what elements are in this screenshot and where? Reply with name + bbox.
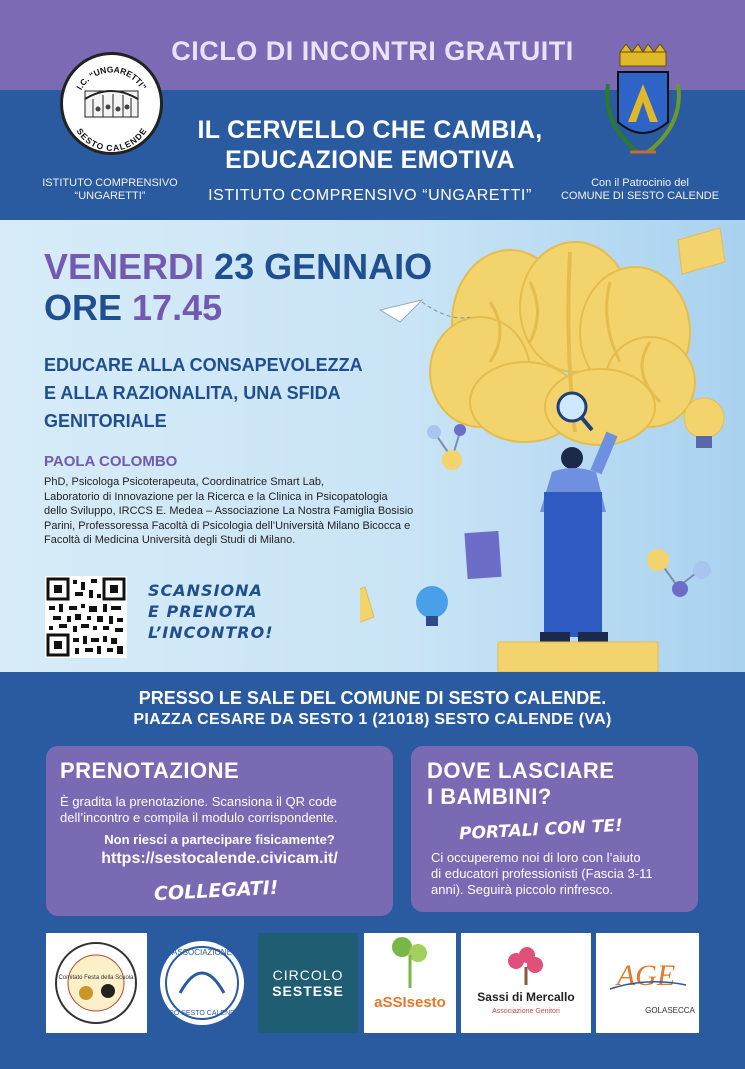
booking-text-line1: È gradita la prenotazione. Scansiona il QR code <box>60 794 337 809</box>
remote-question: Non riesci a partecipare fisicamente? <box>104 832 335 847</box>
sponsor-pro-sesto-bottom: PRO SESTO CALENDE <box>164 1010 240 1017</box>
scan-prompt <box>148 580 274 643</box>
topic-line3: GENITORIALE <box>44 411 167 431</box>
childcare-text-line3: anni). Seguirà piccolo rinfresco. <box>431 882 614 897</box>
bio-line4: Parini, Professoressa Facoltà di Psicologia dell’Università Milano Bicocca e <box>44 519 411 532</box>
streaming-link[interactable]: https://sestocalende.civicam.it/ <box>101 850 338 867</box>
booking-card <box>46 746 393 916</box>
sponsor-sassi-line1: Sassi di Mercallo <box>477 990 575 1004</box>
bio-line3: dello Sviluppo, IRCCS E. Medea – Associazione La Nostra Famiglia Bosisio <box>44 505 414 517</box>
sponsor-logo-assisesto <box>364 933 456 1033</box>
connect-cta: COLLEGATI! <box>153 876 279 906</box>
event-time <box>44 287 222 329</box>
event-time-value: 17.45 <box>132 287 223 328</box>
topic-line2: E ALLA RAZIONALITA, UNA SFIDA <box>44 383 341 403</box>
svg-text:I.C. “UNGARETTI” <box>74 64 148 91</box>
sponsor-festa-text: Comitato Festa della Scuola <box>58 975 134 981</box>
sponsor-logo-sassi <box>461 933 591 1033</box>
school-caption <box>30 177 190 203</box>
patronage-caption <box>560 177 720 203</box>
childcare-text-line2: di educatori professionisti (Fascia 3-11 <box>431 866 653 881</box>
bring-them-text: PORTALI CON TE! <box>458 815 624 845</box>
childcare-card <box>411 746 698 912</box>
qr-code[interactable] <box>45 576 127 658</box>
bio-line1: PhD, Psicologa Psicoterapeuta, Coordinatrice Smart Lab, <box>44 476 325 488</box>
cycle-heading: CICLO DI INCONTRI GRATUITI <box>171 36 574 66</box>
school-caption-line1: ISTITUTO COMPRENSIVO <box>42 177 178 189</box>
sponsor-sassi-line2: Associazione Genitori <box>492 1008 560 1015</box>
school-logo-top-text: I.C. “UNGARETTI” <box>74 64 149 92</box>
svg-text:SESTO CALENDE <box>75 126 149 152</box>
sponsor-logo-circolo <box>258 933 358 1033</box>
childcare-heading <box>427 758 614 810</box>
sponsor-logo-festa <box>46 933 147 1033</box>
school-caption-line2: “UNGARETTI” <box>74 190 146 202</box>
sponsor-circolo-line2: SESTESE <box>272 983 344 999</box>
venue-line1: PRESSO LE SALE DEL COMUNE DI SESTO CALENDE. <box>138 688 607 708</box>
childcare-text-line1: Ci occuperemo noi di loro con l’aiuto <box>431 850 641 865</box>
institute-name: ISTITUTO COMPRENSIVO “UNGARETTI” <box>208 187 532 204</box>
sponsor-age-line1: AGE <box>616 959 676 992</box>
sponsor-assisesto-text: aSSIsesto <box>374 994 446 1011</box>
venue-line2: PIAZZA CESARE DA SESTO 1 (21018) SESTO CALENDE (VA) <box>133 711 612 728</box>
school-logo <box>60 52 163 155</box>
patronage-caption-line2: COMUNE DI SESTO CALENDE <box>560 190 720 202</box>
scan-line2: E PRENOTA <box>148 602 258 621</box>
sponsor-logo-pro-sesto <box>152 933 253 1033</box>
bio-line2: Laboratorio di Innovazione per la Ricerca e la Clinica in Psicopatologia <box>44 490 388 503</box>
event-time-label: ORE <box>44 287 123 328</box>
event-day: VENERDI <box>44 246 205 287</box>
sponsor-age-line2: GOLASECCA <box>645 1006 695 1015</box>
bio-line5: Facoltà di Medicina Università degli Studi di Milano. <box>44 534 296 546</box>
booking-heading: PRENOTAZIONE <box>60 758 240 783</box>
event-title-line2: EDUCAZIONE EMOTIVA <box>225 146 515 174</box>
speaker-name: PAOLA COLOMBO <box>44 453 178 470</box>
brain-illustration <box>360 222 745 672</box>
event-title-line1: IL CERVELLO CHE CAMBIA, <box>197 116 543 144</box>
topic-line1: EDUCARE ALLA CONSAPEVOLEZZA <box>44 355 363 375</box>
school-logo-bottom-text: SESTO CALENDE <box>74 126 149 152</box>
childcare-heading-line1: DOVE LASCIARE <box>427 758 615 783</box>
scan-line1: SCANSIONA <box>148 581 263 600</box>
childcare-heading-line2: I BAMBINI? <box>427 784 552 809</box>
sponsor-circolo-line1: CIRCOLO <box>272 967 344 983</box>
sponsor-logo-age <box>596 933 699 1033</box>
scan-line3: L’INCONTRO! <box>148 623 274 642</box>
booking-text-line2: dell’incontro e compila il modulo corrispondente. <box>60 810 338 825</box>
sponsor-pro-sesto-top: ASSOCIAZIONE <box>171 948 233 957</box>
event-date-value: 23 GENNAIO <box>214 246 433 287</box>
patronage-caption-line1: Con il Patrocinio del <box>591 177 689 189</box>
municipal-crest-icon <box>598 44 688 169</box>
